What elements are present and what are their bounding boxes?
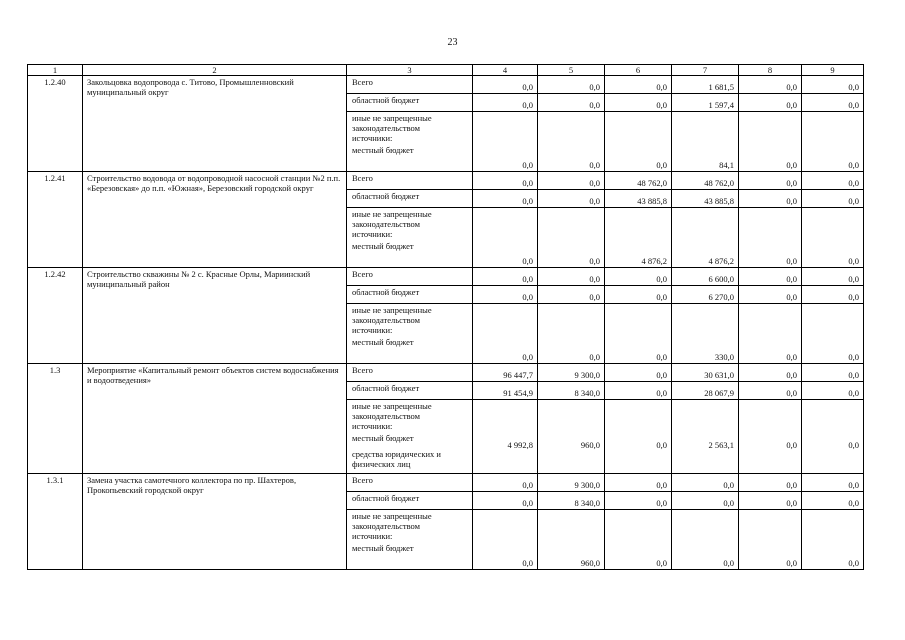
- value-cell: 0,0: [605, 474, 672, 492]
- value-cell: 0,0: [739, 400, 802, 474]
- source-other-line: источники:: [352, 531, 393, 541]
- value-cell: 0,0: [672, 492, 739, 510]
- value-cell: 8 340,0: [538, 382, 605, 400]
- value-cell: 1 681,5: [672, 76, 739, 94]
- value-cell: 0,0: [739, 382, 802, 400]
- row-name: Строительство скважины № 2 с. Красные Орлы, Мариинский муниципальный район: [83, 268, 347, 364]
- header-cell: 3: [347, 65, 473, 76]
- table-row: [28, 172, 864, 190]
- value-cell: 84,1: [672, 112, 739, 172]
- table-row: [28, 76, 864, 94]
- source-other: [347, 208, 473, 268]
- source-other-line: законодательством: [352, 315, 421, 325]
- value-cell: 48 762,0: [672, 172, 739, 190]
- value-cell: 0,0: [473, 286, 538, 304]
- row-code: 1.2.41: [28, 172, 83, 268]
- header-cell: 9: [802, 65, 864, 76]
- value-cell: 0,0: [473, 474, 538, 492]
- value-cell: 0,0: [473, 268, 538, 286]
- value-cell: 0,0: [538, 268, 605, 286]
- value-cell: 0,0: [473, 492, 538, 510]
- value-cell: 0,0: [605, 94, 672, 112]
- source-legal-entities: средства юридических и физических лиц: [352, 449, 441, 469]
- source-other-line: законодательством: [352, 219, 421, 229]
- source-total: Всего: [347, 172, 473, 190]
- source-other-line: иные не запрещенные: [352, 511, 432, 521]
- value-cell: 0,0: [538, 304, 605, 364]
- value-cell: 0,0: [739, 112, 802, 172]
- source-other-line: законодательством: [352, 411, 421, 421]
- value-cell: 0,0: [802, 112, 864, 172]
- source-other: [347, 304, 473, 364]
- value-cell: 0,0: [538, 172, 605, 190]
- value-cell: 0,0: [739, 190, 802, 208]
- value-cell: 0,0: [473, 172, 538, 190]
- source-local: местный бюджет: [352, 543, 414, 553]
- header-cell: 8: [739, 65, 802, 76]
- value-cell: 0,0: [739, 492, 802, 510]
- row-name: Строительство водовода от водопроводной насосной станции №2 п.п. «Березовская» до п.п. «Южная», Березовский городской округ: [83, 172, 347, 268]
- source-total: Всего: [347, 76, 473, 94]
- value-cell: 0,0: [473, 510, 538, 570]
- value-cell: 330,0: [672, 304, 739, 364]
- value-cell: 0,0: [739, 474, 802, 492]
- value-cell: 0,0: [802, 190, 864, 208]
- value-cell: 0,0: [473, 190, 538, 208]
- value-cell: 0,0: [802, 304, 864, 364]
- page-number: 23: [447, 37, 458, 48]
- row-code: 1.2.42: [28, 268, 83, 364]
- source-total: Всего: [347, 474, 473, 492]
- value-cell: 4 876,2: [605, 208, 672, 268]
- source-total: Всего: [347, 364, 473, 382]
- value-cell: 0,0: [739, 364, 802, 382]
- row-name: Замена участка самотечного коллектора по пр. Шахтеров, Прокопьевский городской округ: [83, 474, 347, 570]
- value-cell: 43 885,8: [605, 190, 672, 208]
- source-other-line: источники:: [352, 133, 393, 143]
- value-cell: 0,0: [739, 510, 802, 570]
- source-other-line: иные не запрещенные: [352, 401, 432, 411]
- value-cell: 0,0: [538, 190, 605, 208]
- table-row: [28, 364, 864, 382]
- header-cell: 2: [83, 65, 347, 76]
- value-cell: 0,0: [802, 400, 864, 474]
- value-cell: 28 067,9: [672, 382, 739, 400]
- value-cell: 960,0: [538, 400, 605, 474]
- source-other-line: иные не запрещенные: [352, 209, 432, 219]
- value-cell: 0,0: [802, 208, 864, 268]
- value-cell: 2 563,1: [672, 400, 739, 474]
- source-other: [347, 400, 473, 474]
- header-cell: 4: [473, 65, 538, 76]
- header-cell: 5: [538, 65, 605, 76]
- header-row: [28, 65, 864, 76]
- value-cell: 6 270,0: [672, 286, 739, 304]
- header-cell: 7: [672, 65, 739, 76]
- source-local: местный бюджет: [352, 241, 414, 251]
- value-cell: 0,0: [605, 382, 672, 400]
- source-total: Всего: [347, 268, 473, 286]
- source-regional: областной бюджет: [347, 286, 473, 304]
- value-cell: 0,0: [802, 510, 864, 570]
- value-cell: 0,0: [739, 208, 802, 268]
- value-cell: 48 762,0: [605, 172, 672, 190]
- value-cell: 0,0: [802, 364, 864, 382]
- value-cell: 0,0: [802, 492, 864, 510]
- row-code: 1.2.40: [28, 76, 83, 172]
- value-cell: 0,0: [538, 286, 605, 304]
- value-cell: 0,0: [473, 208, 538, 268]
- value-cell: 0,0: [739, 76, 802, 94]
- value-cell: 43 885,8: [672, 190, 739, 208]
- table-row: [28, 268, 864, 286]
- source-regional: областной бюджет: [347, 190, 473, 208]
- row-code: 1.3.1: [28, 474, 83, 570]
- source-other-line: иные не запрещенные: [352, 113, 432, 123]
- value-cell: 30 631,0: [672, 364, 739, 382]
- source-other-line: законодательством: [352, 521, 421, 531]
- value-cell: 0,0: [802, 286, 864, 304]
- value-cell: 0,0: [739, 286, 802, 304]
- value-cell: 4 876,2: [672, 208, 739, 268]
- value-cell: 0,0: [605, 364, 672, 382]
- row-code: 1.3: [28, 364, 83, 474]
- value-cell: 0,0: [605, 400, 672, 474]
- value-cell: 0,0: [739, 94, 802, 112]
- value-cell: 0,0: [605, 286, 672, 304]
- value-cell: 0,0: [739, 268, 802, 286]
- value-cell: 0,0: [739, 172, 802, 190]
- value-cell: 0,0: [605, 304, 672, 364]
- value-cell: 91 454,9: [473, 382, 538, 400]
- value-cell: 960,0: [538, 510, 605, 570]
- table-row: [28, 474, 864, 492]
- value-cell: 0,0: [802, 94, 864, 112]
- source-other-line: источники:: [352, 421, 393, 431]
- value-cell: 96 447,7: [473, 364, 538, 382]
- value-cell: 0,0: [473, 304, 538, 364]
- source-regional: областной бюджет: [347, 382, 473, 400]
- source-local: местный бюджет: [352, 145, 414, 155]
- value-cell: 0,0: [605, 112, 672, 172]
- source-other: [347, 510, 473, 570]
- value-cell: 1 597,4: [672, 94, 739, 112]
- value-cell: 0,0: [802, 172, 864, 190]
- value-cell: 0,0: [672, 474, 739, 492]
- value-cell: 0,0: [802, 474, 864, 492]
- value-cell: 6 600,0: [672, 268, 739, 286]
- source-other-line: законодательством: [352, 123, 421, 133]
- value-cell: 0,0: [672, 510, 739, 570]
- value-cell: 0,0: [605, 268, 672, 286]
- value-cell: 0,0: [605, 510, 672, 570]
- row-name: Закольцовка водопровода с. Титово, Промышленновский муниципальный округ: [83, 76, 347, 172]
- value-cell: 0,0: [802, 268, 864, 286]
- source-other-line: иные не запрещенные: [352, 305, 432, 315]
- source-local: местный бюджет: [352, 337, 414, 347]
- header-cell: 6: [605, 65, 672, 76]
- value-cell: 4 992,8: [473, 400, 538, 474]
- source-other: [347, 112, 473, 172]
- value-cell: 0,0: [802, 76, 864, 94]
- value-cell: 0,0: [802, 382, 864, 400]
- source-other-line: источники:: [352, 229, 393, 239]
- source-local: местный бюджет: [352, 433, 414, 443]
- header-cell: 1: [28, 65, 83, 76]
- value-cell: 0,0: [538, 208, 605, 268]
- source-regional: областной бюджет: [347, 492, 473, 510]
- value-cell: 0,0: [605, 492, 672, 510]
- value-cell: 8 340,0: [538, 492, 605, 510]
- source-other-line: источники:: [352, 325, 393, 335]
- value-cell: 0,0: [605, 76, 672, 94]
- value-cell: 0,0: [538, 94, 605, 112]
- table-body: [28, 65, 864, 570]
- value-cell: 0,0: [473, 94, 538, 112]
- source-regional: областной бюджет: [347, 94, 473, 112]
- value-cell: 9 300,0: [538, 364, 605, 382]
- value-cell: 0,0: [473, 112, 538, 172]
- value-cell: 9 300,0: [538, 474, 605, 492]
- value-cell: 0,0: [473, 76, 538, 94]
- value-cell: 0,0: [538, 76, 605, 94]
- budget-table: [27, 64, 864, 570]
- row-name: Мероприятие «Капитальный ремонт объектов систем водоснабжения и водоотведения»: [83, 364, 347, 474]
- value-cell: 0,0: [739, 304, 802, 364]
- value-cell: 0,0: [538, 112, 605, 172]
